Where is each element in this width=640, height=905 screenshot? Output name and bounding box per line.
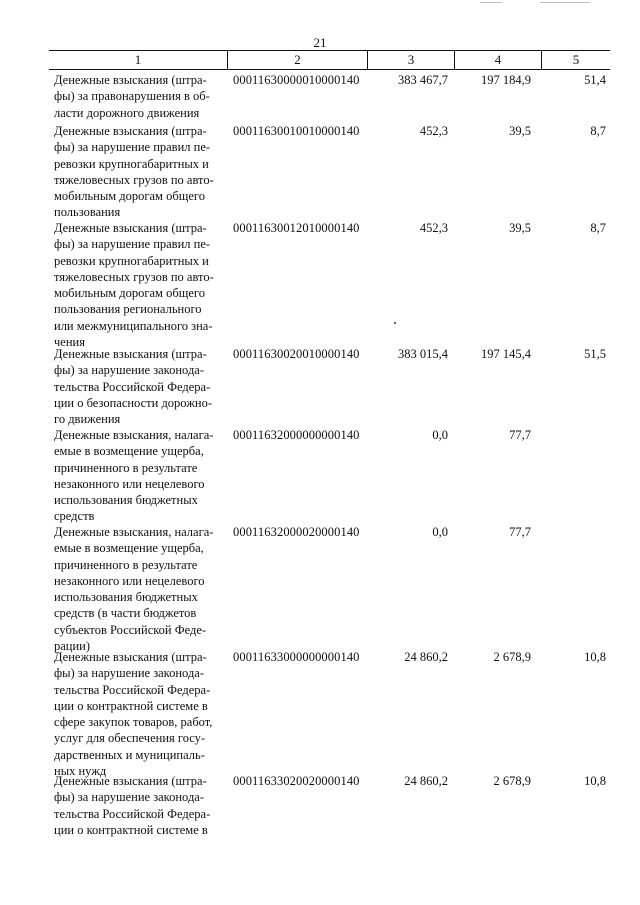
row-value-col4: 39,5 (509, 221, 531, 235)
row-value-col4: 197 184,9 (481, 73, 531, 87)
row-description: Денежные взыскания (штра- фы) за нарушение законода- тельства Российской Федера- ции о контрактной системе в (54, 774, 211, 837)
row-code: 00011633000000000140 (233, 650, 360, 664)
row-value-col3: 452,3 (419, 124, 448, 138)
row-value-col4: 2 678,9 (493, 650, 531, 664)
page-number: 21 (313, 35, 327, 50)
row-value-col3: 452,3 (419, 221, 448, 235)
row-description: Денежные взыскания, налага- емые в возмещение ущерба, причиненного в результате незаконного или нецелевого использования бюджетных средств (в части бюджетов субъектов Российской Феде- рации) (54, 525, 214, 654)
column-header-4: 4 (455, 51, 542, 69)
row-description: Денежные взыскания (штра- фы) за нарушение законода- тельства Российской Федера- ции о контрактной системе в сфере закупок товаров, работ, услуг для обеспечения госу- дарственных и муниципаль- ных нужд (54, 650, 213, 779)
budget-table (49, 50, 610, 837)
row-description: Денежные взыскания (штра- фы) за нарушение законода- тельства Российской Федера- ции о безопасности дорожно- го движения (54, 347, 212, 427)
row-code: 00011630010010000140 (233, 124, 360, 138)
row-code: 00011630000010000140 (233, 73, 360, 87)
row-code: 00011632000020000140 (233, 525, 360, 539)
scan-speck (394, 322, 396, 324)
scan-edge-line-left (480, 2, 502, 3)
row-code: 00011630020010000140 (233, 347, 360, 361)
row-code: 00011630012010000140 (233, 221, 360, 235)
column-header-1: 1 (49, 51, 228, 69)
row-description: Денежные взыскания (штра- фы) за нарушение правил пе- ревозки крупногабаритных и тяжеловесных грузов по авто- мобильным дорогам общего пользования (54, 124, 214, 220)
row-value-col5: 8,7 (590, 221, 606, 235)
table-header-row (49, 50, 610, 70)
scan-edge-line-right (540, 2, 590, 3)
row-value-col5: 10,8 (584, 650, 606, 664)
row-value-col3: 0,0 (432, 428, 448, 442)
row-value-col4: 2 678,9 (493, 774, 531, 788)
row-value-col3: 24 860,2 (404, 774, 448, 788)
column-header-3: 3 (368, 51, 455, 69)
row-value-col4: 39,5 (509, 124, 531, 138)
row-description: Денежные взыскания (штра- фы) за нарушение правил пе- ревозки крупногабаритных и тяжеловесных грузов по авто- мобильным дорогам общего пользования регионального или межмуниципального зна- чения (54, 221, 214, 350)
row-value-col4: 77,7 (509, 525, 531, 539)
row-value-col5: 8,7 (590, 124, 606, 138)
row-code: 00011633020020000140 (233, 774, 360, 788)
row-value-col3: 0,0 (432, 525, 448, 539)
row-value-col5: 51,4 (584, 73, 606, 87)
row-value-col5: 10,8 (584, 774, 606, 788)
column-header-2: 2 (228, 51, 368, 69)
row-value-col4: 77,7 (509, 428, 531, 442)
row-code: 00011632000000000140 (233, 428, 360, 442)
row-description: Денежные взыскания (штра- фы) за правонарушения в об- ласти дорожного движения (54, 73, 210, 120)
row-value-col3: 383 015,4 (398, 347, 448, 361)
row-value-col3: 383 467,7 (398, 73, 448, 87)
column-header-5: 5 (572, 52, 580, 67)
row-value-col3: 24 860,2 (404, 650, 448, 664)
row-value-col4: 197 145,4 (481, 347, 531, 361)
row-description: Денежные взыскания, налага- емые в возмещение ущерба, причиненного в результате незаконного или нецелевого использования бюджетных средств (54, 428, 214, 524)
row-value-col5: 51,5 (584, 347, 606, 361)
